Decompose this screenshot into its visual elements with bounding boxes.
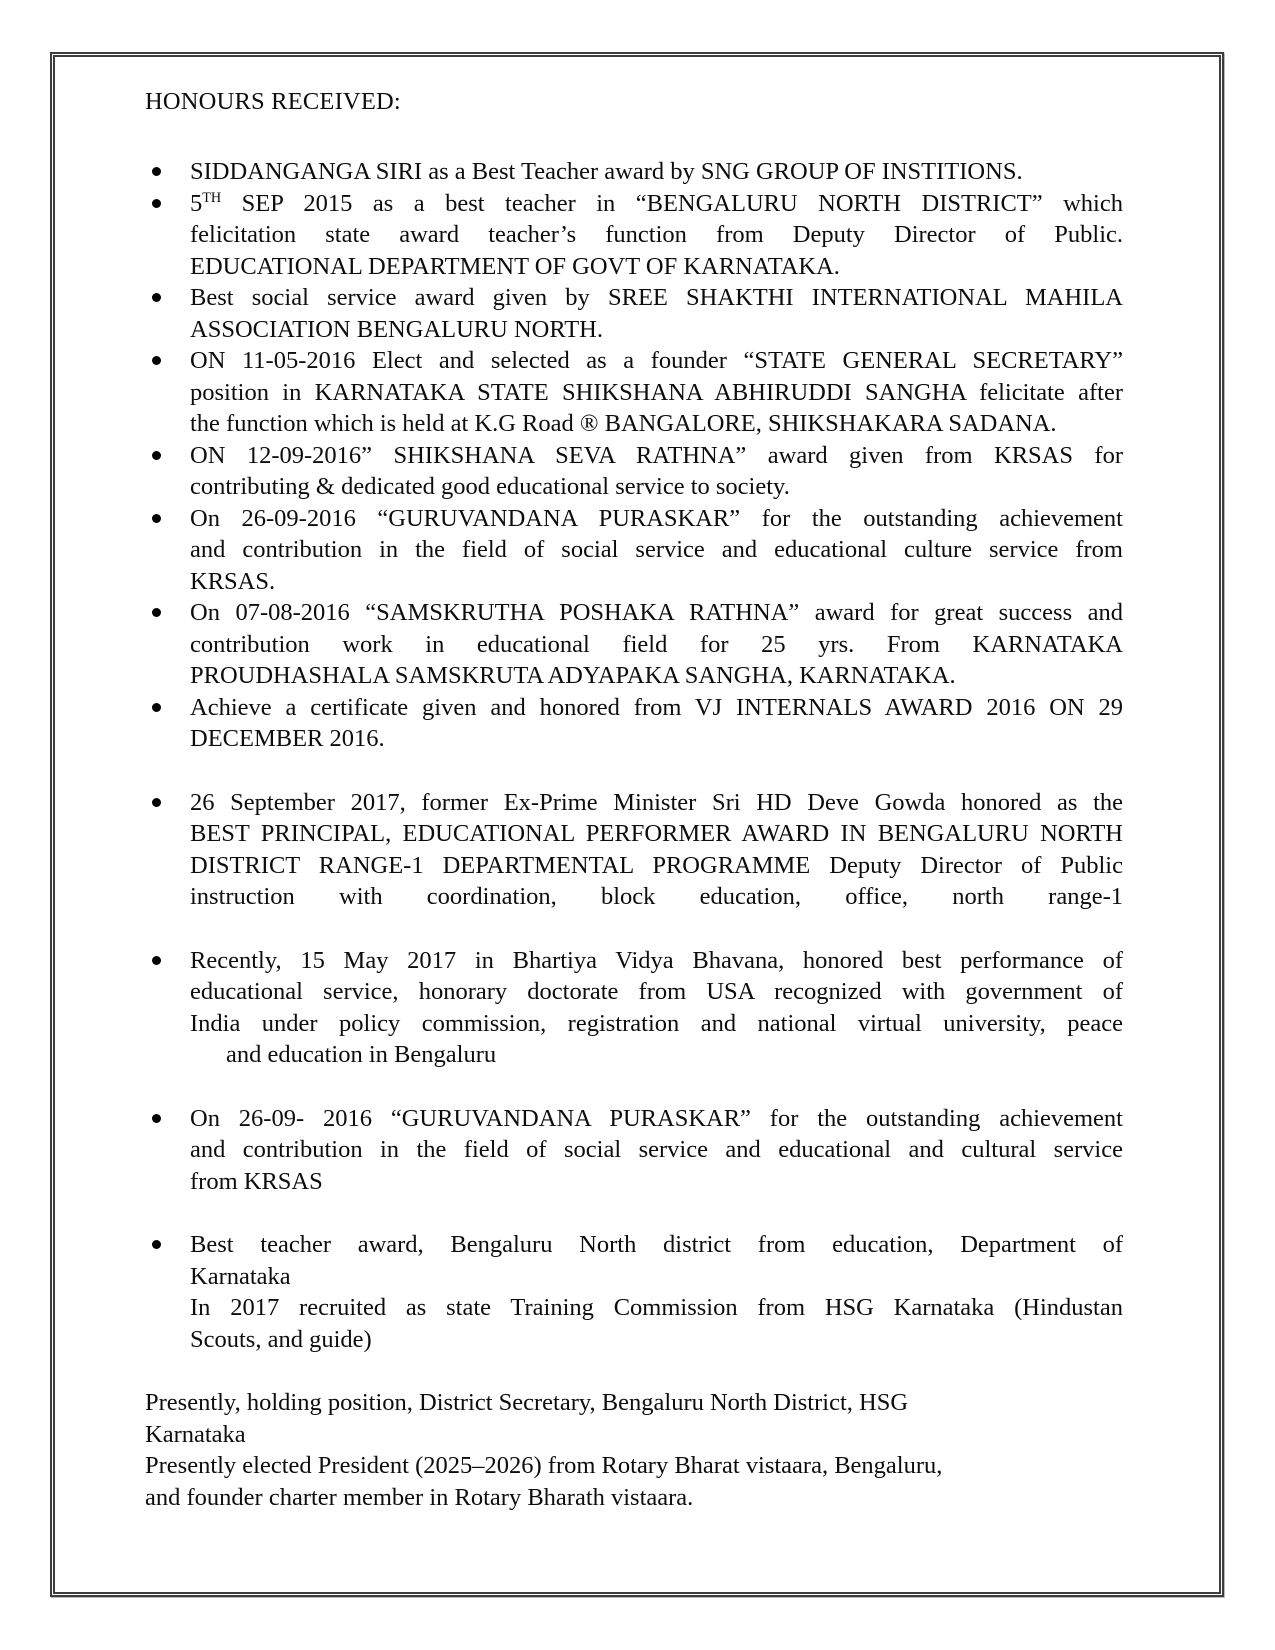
text-line: KRSAS.	[190, 567, 276, 595]
text-line: DECEMBER 2016.	[190, 725, 385, 752]
text-line: India under policy commission, registration and national virtual university, peace	[190, 1009, 1123, 1037]
honour-item	[145, 597, 1123, 692]
text-line: In 2017 recruited as state Training Commission from HSG Karnataka (Hindustan	[190, 1294, 1123, 1321]
honour-item	[145, 156, 1123, 188]
bullet-icon	[152, 608, 161, 617]
text-line: instruction with coordination, block education, office, north range-1	[190, 883, 1123, 910]
text-line: Karnataka	[190, 1262, 291, 1290]
honour-item	[145, 345, 1123, 440]
text-line: position in KARNATAKA STATE SHIKSHANA ABHIRUDDI SANGHA felicitate after	[190, 378, 1123, 406]
honour-item	[145, 1229, 1123, 1355]
bullet-icon	[152, 167, 161, 176]
text-line: from KRSAS	[190, 1167, 323, 1195]
text-line: and education in Bengaluru	[226, 1041, 497, 1068]
bullet-icon	[152, 356, 161, 365]
text-line: DISTRICT RANGE-1 DEPARTMENTAL PROGRAMME Deputy Director of Public	[190, 851, 1123, 879]
text-line: On 07-08-2016 “SAMSKRUTHA POSHAKA RATHNA” award for great success and	[190, 599, 1123, 626]
superscript-text: TH	[202, 189, 222, 206]
honour-item	[145, 282, 1123, 345]
closing-paragraphs	[145, 1387, 1123, 1513]
text-line: EDUCATIONAL DEPARTMENT OF GOVT OF KARNATAKA.	[190, 252, 840, 280]
text-line: 26 September 2017, former Ex-Prime Minister Sri HD Deve Gowda honored as the	[190, 788, 1123, 816]
bullet-icon	[152, 451, 161, 460]
honour-item	[145, 188, 1123, 283]
text-line: and contribution in the field of social service and educational culture service from	[190, 536, 1123, 563]
text-line: PROUDHASHALA SAMSKRUTA ADYAPAKA SANGHA, KARNATAKA.	[190, 662, 956, 689]
text-line: Presently, holding position, District Secretary, Bengaluru North District, HSG	[145, 1389, 909, 1416]
closing-paragraph	[145, 1387, 1123, 1450]
text-line: BEST PRINCIPAL, EDUCATIONAL PERFORMER AWARD IN BENGALURU NORTH	[190, 820, 1123, 847]
text-line: Karnataka	[145, 1420, 246, 1448]
text-line: Best teacher award, Bengaluru North district from education, Department of	[190, 1231, 1123, 1258]
document-content	[145, 86, 1123, 1513]
honours-list	[145, 156, 1123, 1355]
text-line: contribution work in educational field for 25 yrs. From KARNATAKA	[190, 630, 1123, 658]
text-line: Scouts, and guide)	[190, 1325, 372, 1353]
bullet-icon	[152, 798, 161, 807]
text-line: ON 12-09-2016” SHIKSHANA SEVA RATHNA” award given from KRSAS for	[190, 441, 1123, 469]
bullet-icon	[152, 514, 161, 523]
text-line: On 26-09-2016 “GURUVANDANA PURASKAR” for the outstanding achievement	[190, 504, 1123, 532]
text-line: 5TH SEP 2015 as a best teacher in “BENGALURU NORTH DISTRICT” which	[190, 189, 1123, 217]
text-line: and founder charter member in Rotary Bharath vistaara.	[145, 1483, 694, 1511]
text-line: SIDDANGANGA SIRI as a Best Teacher award by SNG GROUP OF INSTITIONS.	[190, 158, 1023, 185]
honour-item	[145, 503, 1123, 598]
text-line: Achieve a certificate given and honored from VJ INTERNALS AWARD 2016 ON 29	[190, 693, 1123, 721]
bullet-icon	[152, 293, 161, 302]
bullet-icon	[152, 199, 161, 208]
text-line: Presently elected President (2025–2026) from Rotary Bharat vistaara, Bengaluru,	[145, 1452, 943, 1479]
bullet-icon	[152, 1114, 161, 1123]
honour-item	[145, 945, 1123, 1071]
closing-paragraph	[145, 1450, 1123, 1513]
text-line: ON 11-05-2016 Elect and selected as a founder “STATE GENERAL SECRETARY”	[190, 347, 1123, 374]
document-heading: HONOURS RECEIVED:	[145, 88, 401, 115]
text-line: Best social service award given by SREE SHAKTHI INTERNATIONAL MAHILA	[190, 284, 1123, 311]
text-line: and contribution in the field of social service and educational and cultural service	[190, 1136, 1123, 1163]
honour-item	[145, 692, 1123, 755]
honour-item	[145, 440, 1123, 503]
bullet-icon	[152, 703, 161, 712]
text-line: educational service, honorary doctorate from USA recognized with government of	[190, 978, 1123, 1005]
text-line: ASSOCIATION BENGALURU NORTH.	[190, 315, 603, 343]
bullet-icon	[152, 1240, 161, 1249]
text-line: contributing & dedicated good educational service to society.	[190, 473, 790, 500]
honour-item	[145, 787, 1123, 913]
text-line: Recently, 15 May 2017 in Bhartiya Vidya Bhavana, honored best performance of	[190, 946, 1123, 974]
text-line: the function which is held at K.G Road ® BANGALORE, SHIKSHAKARA SADANA.	[190, 410, 1057, 437]
text-line: felicitation state award teacher’s function from Deputy Director of Public.	[190, 221, 1123, 248]
bullet-icon	[152, 956, 161, 965]
text-line: On 26-09- 2016 “GURUVANDANA PURASKAR” for the outstanding achievement	[190, 1104, 1123, 1132]
honour-item	[145, 1103, 1123, 1198]
